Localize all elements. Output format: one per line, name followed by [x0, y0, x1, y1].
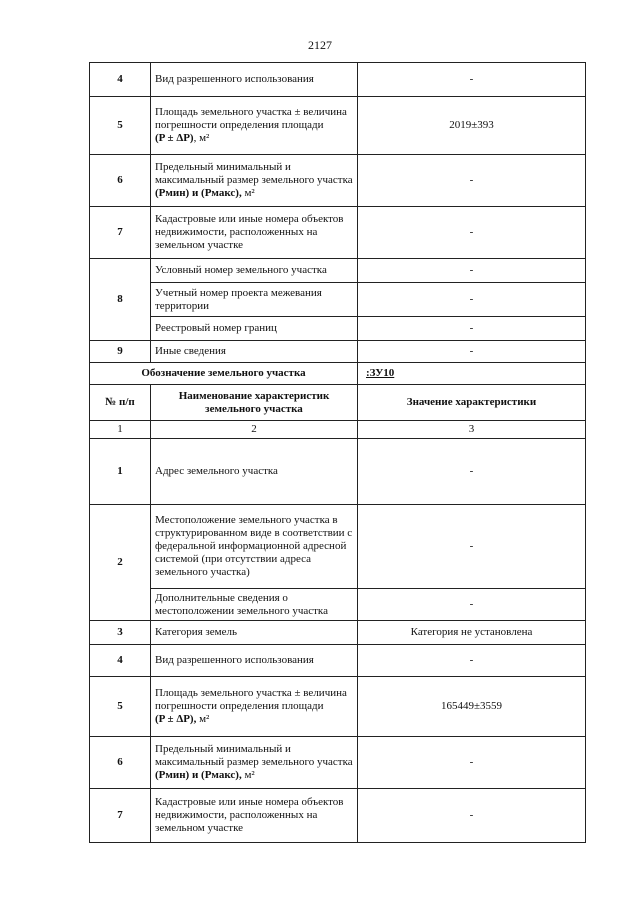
row-number: 3 — [90, 621, 151, 645]
row-value: - — [358, 283, 586, 317]
table-row — [90, 439, 586, 505]
table-row — [90, 677, 586, 737]
column-header-value: Значение характеристики — [358, 385, 586, 421]
row-value: - — [358, 207, 586, 259]
row-label: Условный номер земельного участка — [151, 259, 358, 283]
row-label — [151, 677, 358, 737]
row-label: Местоположение земельного участка в структурированном виде в соответствии с федеральной информационной адресной системой (при отсутствии адреса земельного участка) — [151, 505, 358, 589]
row-number: 1 — [90, 439, 151, 505]
row-label: Вид разрешенного использования — [151, 63, 358, 97]
row-value: - — [358, 589, 586, 621]
table-row — [90, 207, 586, 259]
row-label: Реестровый номер границ — [151, 317, 358, 341]
row-number: 9 — [90, 341, 151, 363]
table-row — [90, 97, 586, 155]
label-text: Площадь земельного участка ± величина погрешности определения площади — [155, 106, 347, 131]
header-row — [90, 385, 586, 421]
table-row — [90, 259, 586, 283]
index-row — [90, 421, 586, 439]
table-row — [90, 789, 586, 843]
row-label: Кадастровые или иные номера объектов недвижимости, расположенных на земельном участке — [151, 789, 358, 843]
table-row — [90, 317, 586, 341]
label-unit: , м² — [193, 132, 210, 144]
column-index: 1 — [90, 421, 151, 439]
page-number: 2127 — [308, 38, 332, 52]
designation-label: Обозначение земельного участка — [90, 363, 358, 385]
row-value: 165449±3559 — [358, 677, 586, 737]
row-value: Категория не установлена — [358, 621, 586, 645]
row-number: 6 — [90, 155, 151, 207]
row-number: 5 — [90, 97, 151, 155]
row-label: Категория земель — [151, 621, 358, 645]
column-index: 3 — [358, 421, 586, 439]
label-text: Предельный минимальный и максимальный размер земельного участка — [155, 743, 353, 768]
label-unit: м² — [241, 769, 255, 781]
designation-code: :ЗУ10 — [366, 367, 395, 379]
row-value: - — [358, 505, 586, 589]
label-formula: (P ± ΔP) — [155, 132, 194, 144]
row-number: 7 — [90, 789, 151, 843]
table-row — [90, 505, 586, 589]
label-text: Предельный минимальный и максимальный размер земельного участка — [155, 161, 353, 186]
row-label — [151, 737, 358, 789]
label-unit: м² — [241, 187, 255, 199]
row-number: 4 — [90, 645, 151, 677]
column-header-number: № п/п — [90, 385, 151, 421]
row-label: Вид разрешенного использования — [151, 645, 358, 677]
row-number: 6 — [90, 737, 151, 789]
row-label — [151, 97, 358, 155]
row-value: - — [358, 317, 586, 341]
row-label: Иные сведения — [151, 341, 358, 363]
label-formula: (P ± ΔP), — [155, 713, 197, 725]
designation-row — [90, 363, 586, 385]
row-number: 4 — [90, 63, 151, 97]
label-formula: (Рмин) и (Рмакс), — [155, 769, 242, 781]
table-row — [90, 645, 586, 677]
row-number: 7 — [90, 207, 151, 259]
label-text: Площадь земельного участка ± величина погрешности определения площади — [155, 687, 347, 712]
table-row — [90, 737, 586, 789]
label-formula: (Рмин) и (Рмакс), — [155, 187, 242, 199]
row-number: 2 — [90, 505, 151, 621]
row-number: 8 — [90, 259, 151, 341]
column-index: 2 — [151, 421, 358, 439]
row-label: Дополнительные сведения о местоположении земельного участка — [151, 589, 358, 621]
row-value: - — [358, 259, 586, 283]
table-row — [90, 621, 586, 645]
row-label: Кадастровые или иные номера объектов недвижимости, расположенных на земельном участке — [151, 207, 358, 259]
table-row — [90, 589, 586, 621]
row-value: - — [358, 155, 586, 207]
row-label — [151, 155, 358, 207]
table-row — [90, 341, 586, 363]
row-value: 2019±393 — [358, 97, 586, 155]
label-unit: м² — [196, 713, 210, 725]
designation-value — [358, 363, 586, 385]
row-label: Учетный номер проекта межевания территории — [151, 283, 358, 317]
row-value: - — [358, 341, 586, 363]
table-row — [90, 283, 586, 317]
row-value: - — [358, 645, 586, 677]
row-value: - — [358, 789, 586, 843]
row-label: Адрес земельного участка — [151, 439, 358, 505]
column-header-name: Наименование характеристик земельного участка — [151, 385, 358, 421]
table-row — [90, 63, 586, 97]
table-row — [90, 155, 586, 207]
row-value: - — [358, 737, 586, 789]
land-plot-table — [89, 62, 586, 843]
row-value: - — [358, 63, 586, 97]
row-number: 5 — [90, 677, 151, 737]
row-value: - — [358, 439, 586, 505]
